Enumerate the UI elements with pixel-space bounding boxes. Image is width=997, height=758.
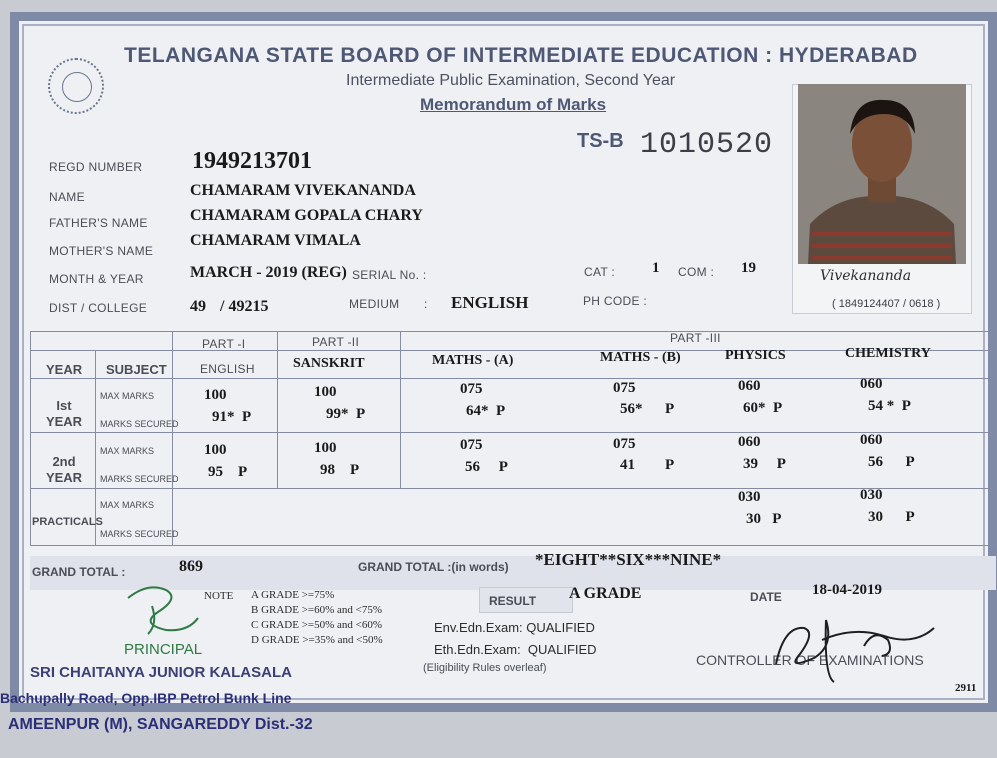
grand-total-label: GRAND TOTAL : <box>32 565 126 579</box>
date-value: 18-04-2019 <box>812 582 882 598</box>
cat-value: 1 <box>652 260 660 276</box>
father-label: FATHER'S NAME <box>49 216 148 230</box>
month-year-label: MONTH & YEAR <box>49 272 144 286</box>
pr-sec-physics: 30 P <box>746 511 782 527</box>
y2-sec-english: 95 P <box>208 464 248 480</box>
com-value: 19 <box>741 260 756 276</box>
regd-number: 1949213701 <box>192 148 312 174</box>
y2-sec-sanskrit: 98 P <box>320 462 360 478</box>
subject-english: ENGLISH <box>200 362 255 376</box>
table-col-line <box>277 331 278 488</box>
part2-header: PART -II <box>312 335 360 349</box>
college-code: / 49215 <box>220 298 269 315</box>
mother-name: CHAMARAM VIMALA <box>190 232 361 249</box>
pr-sec-chemistry: 30 P <box>868 509 915 525</box>
note-label: NOTE <box>204 590 234 602</box>
second-year-label: 2nd YEAR <box>45 454 83 485</box>
serial-prefix: TS-B <box>577 130 624 152</box>
table-border-top <box>30 331 996 332</box>
photo-code: ( 1849124407 / 0618 ) <box>832 298 941 310</box>
marks-secured-label: MARKS SECURED <box>100 474 179 484</box>
y1-sec-maths-b: 56* P <box>620 401 675 417</box>
photo-signature: Vivekananda <box>820 268 912 284</box>
grand-total-value: 869 <box>179 558 203 575</box>
first-year-label: Ist YEAR <box>45 398 83 429</box>
subject-physics: PHYSICS <box>725 348 786 363</box>
y1-max-chemistry: 060 <box>860 376 883 392</box>
y1-max-maths-a: 075 <box>460 381 483 397</box>
table-border-bottom <box>30 545 996 546</box>
subject-maths-b: MATHS - (B) <box>600 350 681 365</box>
y1-max-english: 100 <box>204 387 227 403</box>
subject-sanskrit: SANSKRIT <box>293 356 365 371</box>
date-label: DATE <box>750 590 782 604</box>
serial-number: 1010520 <box>640 128 774 162</box>
controller-signature-icon <box>764 606 944 686</box>
y2-sec-maths-b: 41 P <box>620 457 675 473</box>
part1-header: PART -I <box>202 337 246 351</box>
college-stamp: SRI CHAITANYA JUNIOR KALASALA <box>30 664 292 681</box>
table-col-line <box>400 331 401 488</box>
controller-label: CONTROLLER OF EXAMINATIONS <box>696 652 924 668</box>
y2-max-maths-b: 075 <box>613 436 636 452</box>
y1-sec-chemistry: 54 * P <box>868 398 911 414</box>
com-label: COM : <box>678 265 715 279</box>
subject-chemistry: CHEMISTRY <box>845 346 931 361</box>
y1-sec-physics: 60* P <box>743 400 783 416</box>
table-header-bottom <box>30 378 996 379</box>
board-seal-icon <box>48 58 104 114</box>
eth-edn-exam: Eth.Edn.Exam: QUALIFIED <box>434 642 597 657</box>
name-label: NAME <box>49 190 85 204</box>
table-col-line <box>172 331 173 545</box>
principal-signature-icon <box>118 580 208 640</box>
grade-a-rule: A GRADE >=75% <box>251 589 335 601</box>
medium-separator: : <box>424 297 428 311</box>
result-label: RESULT <box>489 594 537 608</box>
y2-sec-physics: 39 P <box>743 456 786 472</box>
part3-header: PART -III <box>670 331 721 345</box>
dist-college-label: DIST / COLLEGE <box>49 301 148 315</box>
dist-code: 49 <box>190 298 206 315</box>
max-marks-label: MAX MARKS <box>100 446 155 456</box>
y2-max-maths-a: 075 <box>460 437 483 453</box>
student-name: CHAMARAM VIVEKANANDA <box>190 182 416 199</box>
mother-label: MOTHER'S NAME <box>49 244 154 258</box>
y1-sec-maths-a: 64* P <box>466 403 506 419</box>
y1-sec-english: 91* P <box>212 409 252 425</box>
y2-sec-maths-a: 56 P <box>465 459 508 475</box>
y2-sec-chemistry: 56 P <box>868 454 915 470</box>
memo-title: Memorandum of Marks <box>420 95 607 114</box>
principal-label: PRINCIPAL <box>124 641 203 658</box>
result-value: A GRADE <box>569 585 642 602</box>
subject-maths-a: MATHS - (A) <box>432 353 514 368</box>
stamp-place: AMEENPUR (M), SANGAREDDY Dist.-32 <box>8 716 313 733</box>
father-name: CHAMARAM GOPALA CHARY <box>190 207 423 224</box>
grand-total-words-label: GRAND TOTAL :(in words) <box>358 560 509 574</box>
y1-sec-sanskrit: 99* P <box>326 406 366 422</box>
y2-max-chemistry: 060 <box>860 432 883 448</box>
grand-total-words: *EIGHT**SIX***NINE* <box>535 550 722 569</box>
y1-max-maths-b: 075 <box>613 380 636 396</box>
year-header: YEAR <box>46 362 83 377</box>
document-code: 2911 <box>955 682 977 694</box>
eligibility-rules: (Eligibility Rules overleaf) <box>423 662 547 674</box>
y1-max-physics: 060 <box>738 378 761 394</box>
table-border-left <box>30 331 31 545</box>
subject-header: SUBJECT <box>106 362 167 377</box>
pr-max-chemistry: 030 <box>860 487 883 503</box>
medium-value: ENGLISH <box>451 293 529 312</box>
max-marks-label: MAX MARKS <box>100 391 155 401</box>
marks-secured-label: MARKS SECURED <box>100 419 179 429</box>
serial-label: SERIAL No. : <box>352 268 427 282</box>
medium-label: MEDIUM <box>349 297 400 311</box>
env-edn-exam: Env.Edn.Exam: QUALIFIED <box>434 620 595 635</box>
grade-c-rule: C GRADE >=50% and <60% <box>251 619 383 631</box>
regd-label: REGD NUMBER <box>49 160 143 174</box>
grade-d-rule: D GRADE >=35% and <50% <box>251 634 383 646</box>
y2-max-physics: 060 <box>738 434 761 450</box>
month-year: MARCH - 2019 (REG) <box>190 264 347 281</box>
board-title: TELANGANA STATE BOARD OF INTERMEDIATE EDUCATION : HYDERABAD <box>124 44 918 67</box>
max-marks-label: MAX MARKS <box>100 500 155 510</box>
table-border-right <box>995 331 996 545</box>
student-photo <box>798 84 966 264</box>
cat-label: CAT : <box>584 265 616 279</box>
exam-title: Intermediate Public Examination, Second Year <box>346 72 676 89</box>
table-row-line <box>30 488 996 489</box>
y2-max-english: 100 <box>204 442 227 458</box>
table-row-line <box>30 432 996 433</box>
ph-code-label: PH CODE : <box>583 294 648 308</box>
y1-max-sanskrit: 100 <box>314 384 337 400</box>
pr-max-physics: 030 <box>738 489 761 505</box>
grade-b-rule: B GRADE >=60% and <75% <box>251 604 383 616</box>
stamp-road: Bachupally Road, Opp.IBP Petrol Bunk Line <box>0 690 292 706</box>
y2-max-sanskrit: 100 <box>314 440 337 456</box>
marks-secured-label: MARKS SECURED <box>100 529 179 539</box>
practicals-label: PRACTICALS <box>32 516 103 528</box>
